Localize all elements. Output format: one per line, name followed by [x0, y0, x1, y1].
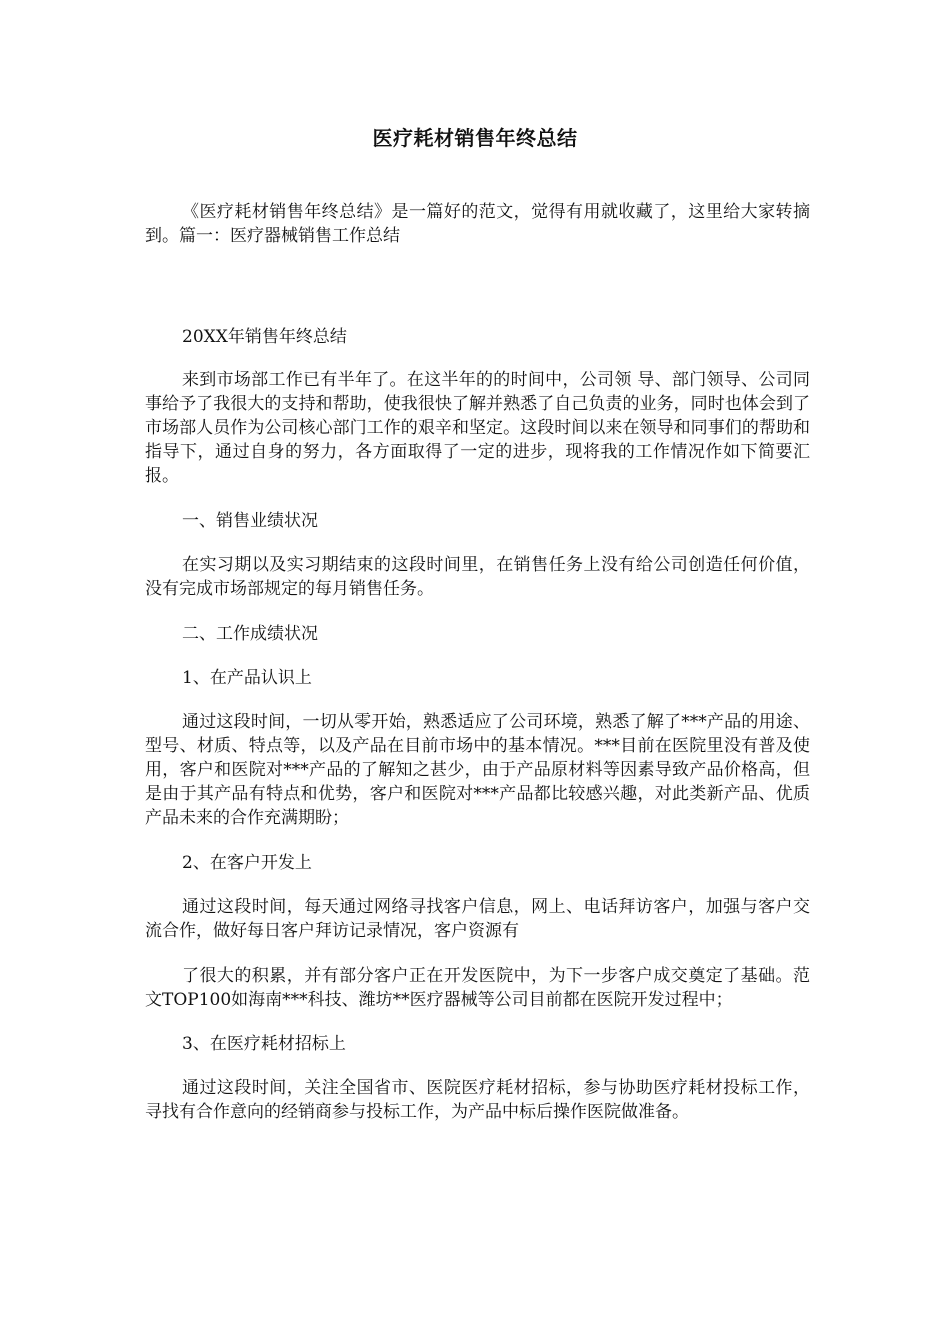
- subsection-heading-tendering: 3、在医疗耗材招标上: [182, 1034, 346, 1054]
- section-heading-annual-summary: 20XX年销售年终总结: [182, 327, 347, 347]
- body-paragraph: 在实习期以及实习期结束的这段时间里，在销售任务上没有给公司创造任何价值，没有完成市场部规定的每月销售任务。: [145, 555, 810, 599]
- body-paragraph: 通过这段时间，每天通过网络寻找客户信息，网上、电话拜访客户，加强与客户交流合作，做好每日客户拜访记录情况，客户资源有: [145, 897, 810, 941]
- body-paragraph: 了很大的积累，并有部分客户正在开发医院中，为下一步客户成交奠定了基础。范文TOP100如海南***科技、潍坊**医疗器械等公司目前都在医院开发过程中；: [145, 966, 810, 1010]
- intro-paragraph: 《医疗耗材销售年终总结》是一篇好的范文，觉得有用就收藏了，这里给大家转摘到。篇一：医疗器械销售工作总结: [145, 202, 810, 246]
- section-heading-work-achievements: 二、工作成绩状况: [182, 624, 318, 644]
- body-paragraph: 通过这段时间，关注全国省市、医院医疗耗材招标，参与协助医疗耗材投标工作，寻找有合作意向的经销商参与投标工作，为产品中标后操作医院做准备。: [145, 1078, 810, 1122]
- body-paragraph: 通过这段时间，一切从零开始，熟悉适应了公司环境，熟悉了解了***产品的用途、型号、材质、特点等，以及产品在目前市场中的基本情况。***目前在医院里没有普及使用，客户和医院对***产品的了解知之甚少，由于产品原材料等因素导致产品价格高，但是由于其产品有特点和优势，客户和医院对***产品都比较感兴趣，对此类新产品、优质产品未来的合作充满期盼；: [145, 712, 810, 828]
- document-body: [145, 200, 810, 1124]
- section-heading-sales-performance: 一、销售业绩状况: [182, 511, 318, 531]
- subsection-heading-customer-development: 2、在客户开发上: [182, 853, 312, 873]
- body-paragraph: 来到市场部工作已有半年了。在这半年的的时间中，公司领 导、部门领导、公司同事给予了我很大的支持和帮助，使我很快了解并熟悉了自己负责的业务，同时也体会到了市场部人员作为公司核心部门工作的艰辛和坚定。这段时间以来在领导和同事们的帮助和指导下，通过自身的努力，各方面取得了一定的进步，现将我的工作情况作如下简要汇报。: [145, 370, 810, 486]
- document-title: 医疗耗材销售年终总结: [372, 126, 578, 150]
- subsection-heading-product-knowledge: 1、在产品认识上: [182, 668, 312, 688]
